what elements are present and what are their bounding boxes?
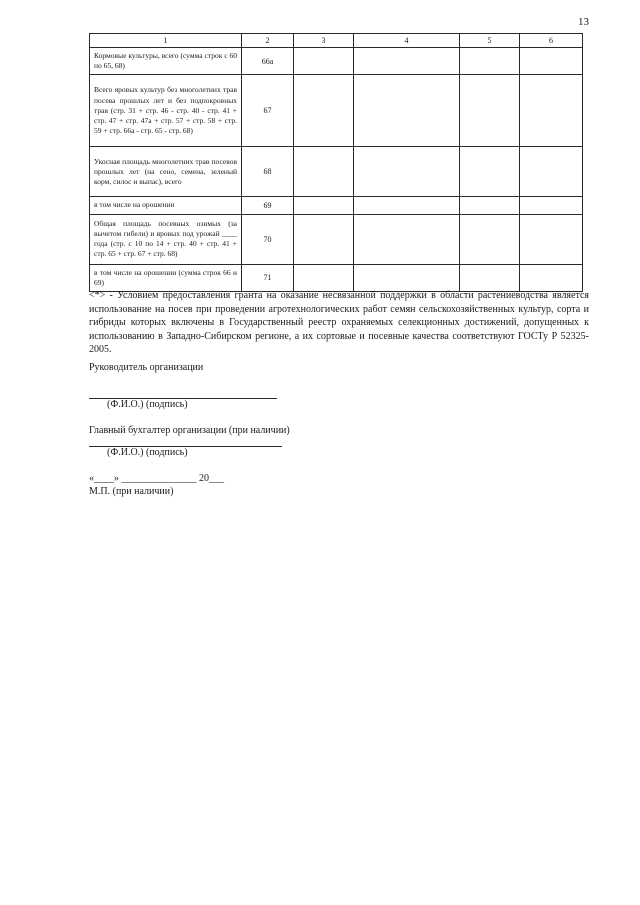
head-label: Руководитель организации	[89, 362, 204, 373]
row-code: 70	[242, 214, 294, 264]
value-cell[interactable]	[354, 147, 460, 197]
value-cell[interactable]	[294, 214, 354, 264]
date-line[interactable]: «____» _______________ 20___	[89, 473, 224, 484]
value-cell[interactable]	[294, 264, 354, 291]
value-cell[interactable]	[520, 75, 583, 147]
value-cell[interactable]	[354, 214, 460, 264]
table-row	[90, 214, 583, 264]
value-cell[interactable]	[520, 197, 583, 214]
value-cell[interactable]	[354, 48, 460, 75]
row-description: Общая площадь посевных озимых (за вычетом гибели) и яровых под урожай ____ года (стр. с 10 по 14 + стр. 40 + стр. 41 + стр. 65 + стр. 67 + стр. 68)	[90, 214, 242, 264]
value-cell[interactable]	[460, 197, 520, 214]
value-cell[interactable]	[460, 264, 520, 291]
value-cell[interactable]	[520, 214, 583, 264]
value-cell[interactable]	[460, 214, 520, 264]
value-cell[interactable]	[294, 147, 354, 197]
value-cell[interactable]	[354, 264, 460, 291]
footnote: <*> - Условием предоставления гранта на оказание несвязанной поддержки в области растениеводства является использование на посев при проведении агротехнологических работ семян сельскохозяйственных культур, сорта и гибриды которых включены в Государственный реестр охраняемых селекционных достижений, допущенных к использованию в Западно-Сибирском регионе, а их сортовые и посевные качества соответствуют ГОСТу Р 52325-2005.	[89, 290, 589, 356]
value-cell[interactable]	[460, 48, 520, 75]
row-description: Кормовые культуры, всего (сумма строк с 60 по 65, 68)	[90, 48, 242, 75]
table-header-cell: 3	[294, 34, 354, 48]
value-cell[interactable]	[294, 48, 354, 75]
value-cell[interactable]	[354, 197, 460, 214]
accountant-label: Главный бухгалтер организации (при наличии)	[89, 425, 290, 436]
table-header-cell: 5	[460, 34, 520, 48]
row-description: Всего яровых культур без многолетних трав посева прошлых лет и без подпокровных трав (стр. 31 + стр. 46 - стр. 40 - стр. 41 + стр. 47 + стр. 47а + стр. 57 + стр. 58 + стр. 59 + стр. 66а - стр. 65 - стр. 68)	[90, 75, 242, 147]
value-cell[interactable]	[460, 75, 520, 147]
stamp-label: М.П. (при наличии)	[89, 486, 174, 497]
table-row	[90, 75, 583, 147]
table-row	[90, 264, 583, 291]
value-cell[interactable]	[294, 197, 354, 214]
table-header-cell: 1	[90, 34, 242, 48]
value-cell[interactable]	[520, 48, 583, 75]
table-header-cell: 2	[242, 34, 294, 48]
table-row	[90, 48, 583, 75]
row-code: 71	[242, 264, 294, 291]
value-cell[interactable]	[294, 75, 354, 147]
value-cell[interactable]	[520, 147, 583, 197]
table-row	[90, 197, 583, 214]
table-header-cell: 6	[520, 34, 583, 48]
table-header-row	[90, 34, 583, 48]
data-table	[89, 33, 583, 292]
row-code: 68	[242, 147, 294, 197]
table-row	[90, 147, 583, 197]
value-cell[interactable]	[460, 147, 520, 197]
table-header-cell: 4	[354, 34, 460, 48]
accountant-caption: (Ф.И.О.) (подпись)	[107, 447, 188, 458]
value-cell[interactable]	[354, 75, 460, 147]
row-code: 67	[242, 75, 294, 147]
row-description: Укосная площадь многолетних трав посевов прошлых лет (на сено, семена, зеленый корм, силос и выпас), всего	[90, 147, 242, 197]
row-description: в том числе на орошении	[90, 197, 242, 214]
value-cell[interactable]	[520, 264, 583, 291]
row-code: 69	[242, 197, 294, 214]
row-description: в том числе на орошении (сумма строк 66 и 69)	[90, 264, 242, 291]
page-number: 13	[578, 16, 589, 28]
head-caption: (Ф.И.О.) (подпись)	[107, 399, 188, 410]
row-code: 66а	[242, 48, 294, 75]
